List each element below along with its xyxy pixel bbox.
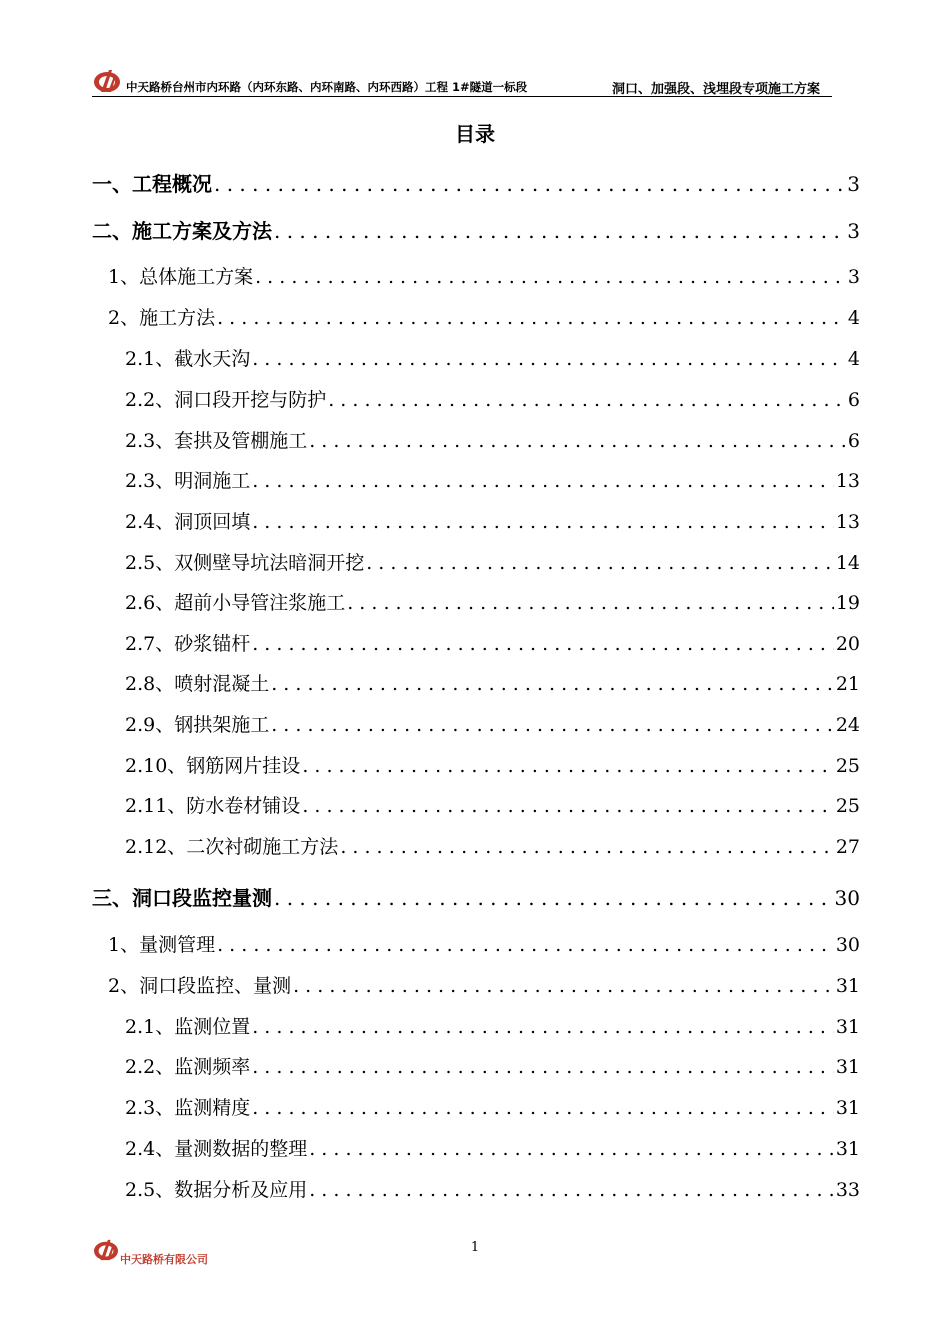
toc-entry-label: 2.4、洞顶回填	[125, 511, 251, 533]
toc-entry-page: 3	[847, 172, 860, 196]
toc-entry-label: 1、量测管理	[108, 934, 216, 956]
toc-entry-label: 2.7、砂浆锚杆	[125, 633, 251, 655]
toc-entry[interactable]	[108, 303, 860, 330]
toc-dot-leader	[309, 430, 846, 452]
toc-dot-leader	[293, 975, 834, 997]
toc-entry[interactable]	[108, 971, 860, 998]
toc-dot-leader	[252, 511, 834, 533]
toc-entry-page: 25	[835, 795, 860, 817]
toc-entry[interactable]	[125, 1093, 860, 1120]
toc-entry-page: 31	[835, 975, 860, 997]
toc-entry-label: 2、洞口段监控、量测	[108, 975, 292, 997]
toc-entry-label: 二、施工方案及方法	[92, 219, 272, 243]
toc-entry-label: 2.11、防水卷材铺设	[125, 795, 301, 817]
toc-entry[interactable]	[125, 588, 860, 615]
toc-dot-leader	[328, 389, 846, 411]
toc-entry[interactable]	[108, 262, 860, 289]
toc-entry-label: 2.1、截水天沟	[125, 348, 251, 370]
toc-entry-page: 14	[835, 552, 860, 574]
toc-entry[interactable]	[125, 344, 860, 371]
header-project-title: 中天路桥台州市内环路（内环东路、内环南路、内环西路）工程 1#隧道一标段	[126, 80, 528, 94]
toc-entry-label: 2.3、套拱及管棚施工	[125, 430, 308, 452]
toc-entry-page: 24	[835, 714, 860, 736]
toc-entry[interactable]	[125, 1175, 860, 1202]
toc-entry-label: 2.4、量测数据的整理	[125, 1138, 308, 1160]
toc-entry[interactable]	[125, 832, 860, 859]
toc-dot-leader	[252, 633, 834, 655]
toc-entry-page: 6	[847, 389, 860, 411]
toc-entry-label: 2.3、监测精度	[125, 1097, 251, 1119]
toc-dot-leader	[255, 266, 846, 288]
header-document-title: 洞口、加强段、浅埋段专项施工方案	[611, 82, 820, 97]
toc-entry[interactable]	[125, 669, 860, 696]
toc-entry[interactable]	[92, 215, 860, 244]
toc-entry-page: 13	[835, 511, 860, 533]
toc-entry-page: 31	[835, 1056, 860, 1078]
toc-dot-leader	[302, 755, 834, 777]
toc-dot-leader	[340, 836, 834, 858]
toc-entry-label: 2.1、监测位置	[125, 1016, 251, 1038]
toc-entry-page: 3	[847, 219, 860, 243]
toc-entry[interactable]	[125, 426, 860, 453]
toc-entry[interactable]	[108, 930, 860, 957]
toc-entry-label: 2.5、双侧壁导坑法暗洞开挖	[125, 552, 365, 574]
toc-dot-leader	[217, 307, 846, 329]
toc-entry-page: 31	[835, 1016, 860, 1038]
toc-dot-leader	[309, 1179, 834, 1201]
toc-dot-leader	[252, 348, 846, 370]
footer-company-name: 中天路桥有限公司	[120, 1253, 208, 1266]
toc-entry-page: 20	[835, 633, 860, 655]
toc-dot-leader	[214, 172, 845, 196]
toc-dot-leader	[302, 795, 834, 817]
page-number: 1	[470, 1240, 480, 1255]
toc-dot-leader	[347, 592, 834, 614]
toc-entry-page: 19	[835, 592, 860, 614]
toc-entry-page: 3	[847, 266, 860, 288]
toc-entry-page: 30	[834, 886, 860, 910]
toc-entry-label: 2、施工方法	[108, 307, 216, 329]
toc-dot-leader	[366, 552, 834, 574]
toc-entry[interactable]	[92, 168, 860, 197]
toc-entry-label: 2.12、二次衬砌施工方法	[125, 836, 339, 858]
toc-entry-page: 30	[835, 934, 860, 956]
toc-entry[interactable]	[125, 507, 860, 534]
toc-dot-leader	[271, 673, 834, 695]
toc-title: 目录	[455, 122, 495, 146]
toc-entry-page: 31	[835, 1138, 860, 1160]
toc-entry[interactable]	[125, 548, 860, 575]
toc-entry-page: 4	[847, 307, 860, 329]
toc-entry-page: 13	[835, 470, 860, 492]
toc-entry-label: 1、总体施工方案	[108, 266, 254, 288]
toc-dot-leader	[252, 1016, 834, 1038]
toc-entry-page: 4	[847, 348, 860, 370]
toc-entry[interactable]	[125, 629, 860, 656]
toc-entry-page: 6	[847, 430, 860, 452]
toc-entry[interactable]	[125, 1012, 860, 1039]
toc-entry-label: 三、洞口段监控量测	[92, 886, 272, 910]
toc-entry[interactable]	[125, 751, 860, 778]
toc-entry-label: 2.6、超前小导管注浆施工	[125, 592, 346, 614]
toc-entry[interactable]	[125, 466, 860, 493]
toc-entry-label: 2.8、喷射混凝土	[125, 673, 270, 695]
toc-entry[interactable]	[125, 710, 860, 737]
toc-entry[interactable]	[125, 1134, 860, 1161]
toc-entry-label: 一、工程概况	[92, 172, 212, 196]
toc-entry-page: 27	[835, 836, 860, 858]
toc-entry[interactable]	[92, 882, 860, 911]
toc-dot-leader	[217, 934, 834, 956]
toc-entry-label: 2.5、数据分析及应用	[125, 1179, 308, 1201]
toc-entry[interactable]	[125, 791, 860, 818]
toc-dot-leader	[274, 219, 845, 243]
toc-entry[interactable]	[125, 1052, 860, 1079]
toc-dot-leader	[252, 470, 834, 492]
toc-dot-leader	[274, 886, 833, 910]
header-rule	[92, 96, 832, 97]
toc-entry-label: 2.10、钢筋网片挂设	[125, 755, 301, 777]
toc-entry-page: 33	[835, 1179, 860, 1201]
toc-entry-label: 2.2、洞口段开挖与防护	[125, 389, 327, 411]
toc-entry-page: 31	[835, 1097, 860, 1119]
toc-entry-page: 21	[835, 673, 860, 695]
page-header	[92, 68, 832, 98]
toc-dot-leader	[252, 1056, 834, 1078]
toc-entry-label: 2.9、钢拱架施工	[125, 714, 270, 736]
zhongtian-logo-icon	[92, 68, 122, 94]
toc-entry-label: 2.3、明洞施工	[125, 470, 251, 492]
toc-entry[interactable]	[125, 385, 860, 412]
toc-entry-label: 2.2、监测频率	[125, 1056, 251, 1078]
toc-dot-leader	[271, 714, 834, 736]
toc-dot-leader	[252, 1097, 834, 1119]
toc-dot-leader	[309, 1138, 834, 1160]
toc-entry-page: 25	[835, 755, 860, 777]
